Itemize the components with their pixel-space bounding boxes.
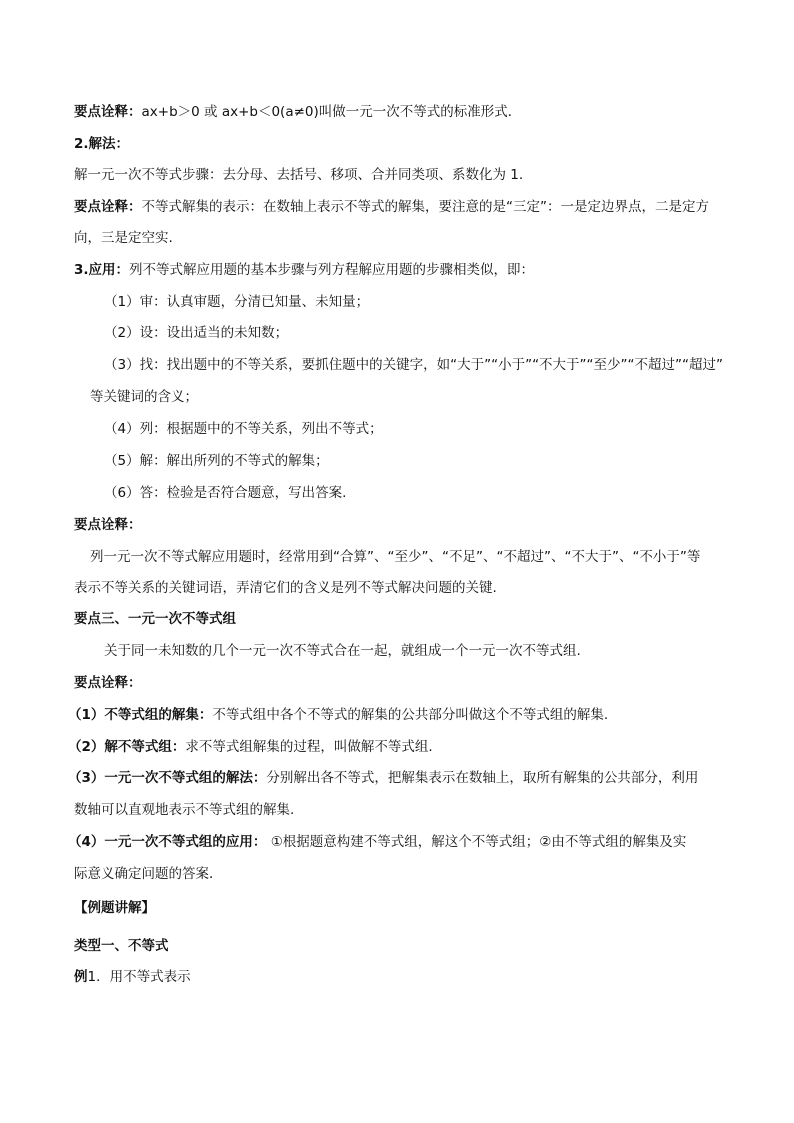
point-text: ①根据题意构建不等式组，解这个不等式组；②由不等式组的解集及实: [266, 834, 687, 850]
point-text: 分别解出各不等式，把解集表示在数轴上，取所有解集的公共部分，利用: [266, 770, 699, 786]
point-label: （4）一元一次不等式组的应用：: [68, 834, 267, 850]
example-label: 例: [74, 969, 88, 985]
heading-solution: 2.解法：: [74, 136, 130, 152]
line-text: 列不等式解应用题的基本步骤与列方程解应用题的步骤相类似，即：: [129, 262, 535, 278]
point-text: 求不等式组解集的过程，叫做解不等式组.: [185, 739, 433, 755]
point-3-continuation: 数轴可以直观地表示不等式组的解集.: [74, 802, 295, 818]
heading-application: 3.应用：: [74, 262, 130, 278]
point-label: （3）一元一次不等式组的解法：: [68, 770, 267, 786]
key-note-label: 要点诠释：: [74, 104, 142, 120]
step-3: （3）找：找出题中的不等关系，要抓住题中的关键字，如“大于”“小于”“不大于”“至少”“不超过”“超过”: [104, 357, 724, 373]
point-4: [68, 832, 686, 852]
key-note-label: 要点诠释：: [74, 517, 142, 533]
step-4: （4）列：根据题中的不等关系，列出不等式；: [104, 421, 383, 437]
key-note-label: 要点诠释：: [74, 199, 142, 215]
point-label: （1）不等式组的解集：: [68, 707, 213, 723]
line-text: 不等式解集的表示：在数轴上表示不等式的解集，要注意的是“三定”：一是定边界点，二是定方: [141, 199, 709, 215]
line-keywords: 列一元一次不等式解应用题时，经常用到“合算”、“至少”、“不足”、“不超过”、“不大于”、“不小于”等: [90, 549, 701, 565]
line-keywords-continuation: 表示不等关系的关键词语，弄清它们的含义是列不等式解决问题的关键.: [74, 580, 497, 596]
section-examples: 【例题讲解】: [74, 900, 155, 916]
line-system-definition: 关于同一未知数的几个一元一次不等式合在一起，就组成一个一元一次不等式组.: [104, 643, 581, 659]
example-1: [74, 967, 191, 987]
step-2: （2）设：设出适当的未知数；: [104, 325, 289, 341]
point-label: （2）解不等式组：: [68, 739, 186, 755]
line-solution-steps: 解一元一次不等式步骤：去分母、去括号、移项、合并同类项、系数化为 1.: [74, 167, 524, 183]
point-text: 不等式组中各个不等式的解集的公共部分叫做这个不等式组的解集.: [212, 707, 609, 723]
point-3: [68, 768, 698, 788]
line-continuation: 向，三是定空实.: [74, 230, 173, 246]
point-2: [68, 737, 433, 757]
heading-inequality-system: 要点三、一元一次不等式组: [74, 611, 236, 627]
line-standard-form: [74, 102, 521, 122]
point-1: [68, 705, 608, 725]
step-5: （5）解：解出所列的不等式的解集；: [104, 453, 329, 469]
line-application: [74, 260, 534, 280]
line-text: ax+b＞0 或 ax+b＜0(a≠0)叫做一元一次不等式的标准形式．: [141, 104, 522, 120]
heading-type-one: 类型一、不等式: [74, 938, 169, 954]
point-4-continuation: 际意义确定问题的答案．: [74, 866, 223, 882]
step-6: （6）答：检验是否符合题意，写出答案.: [104, 485, 347, 501]
line-solution-set-representation: [74, 197, 709, 217]
example-text: 1．用不等式表示: [87, 969, 191, 985]
step-1: （1）审：认真审题，分清已知量、未知量；: [104, 294, 370, 310]
key-note-label: 要点诠释：: [74, 675, 142, 691]
step-3-continuation: 等关键词的含义；: [90, 389, 198, 405]
